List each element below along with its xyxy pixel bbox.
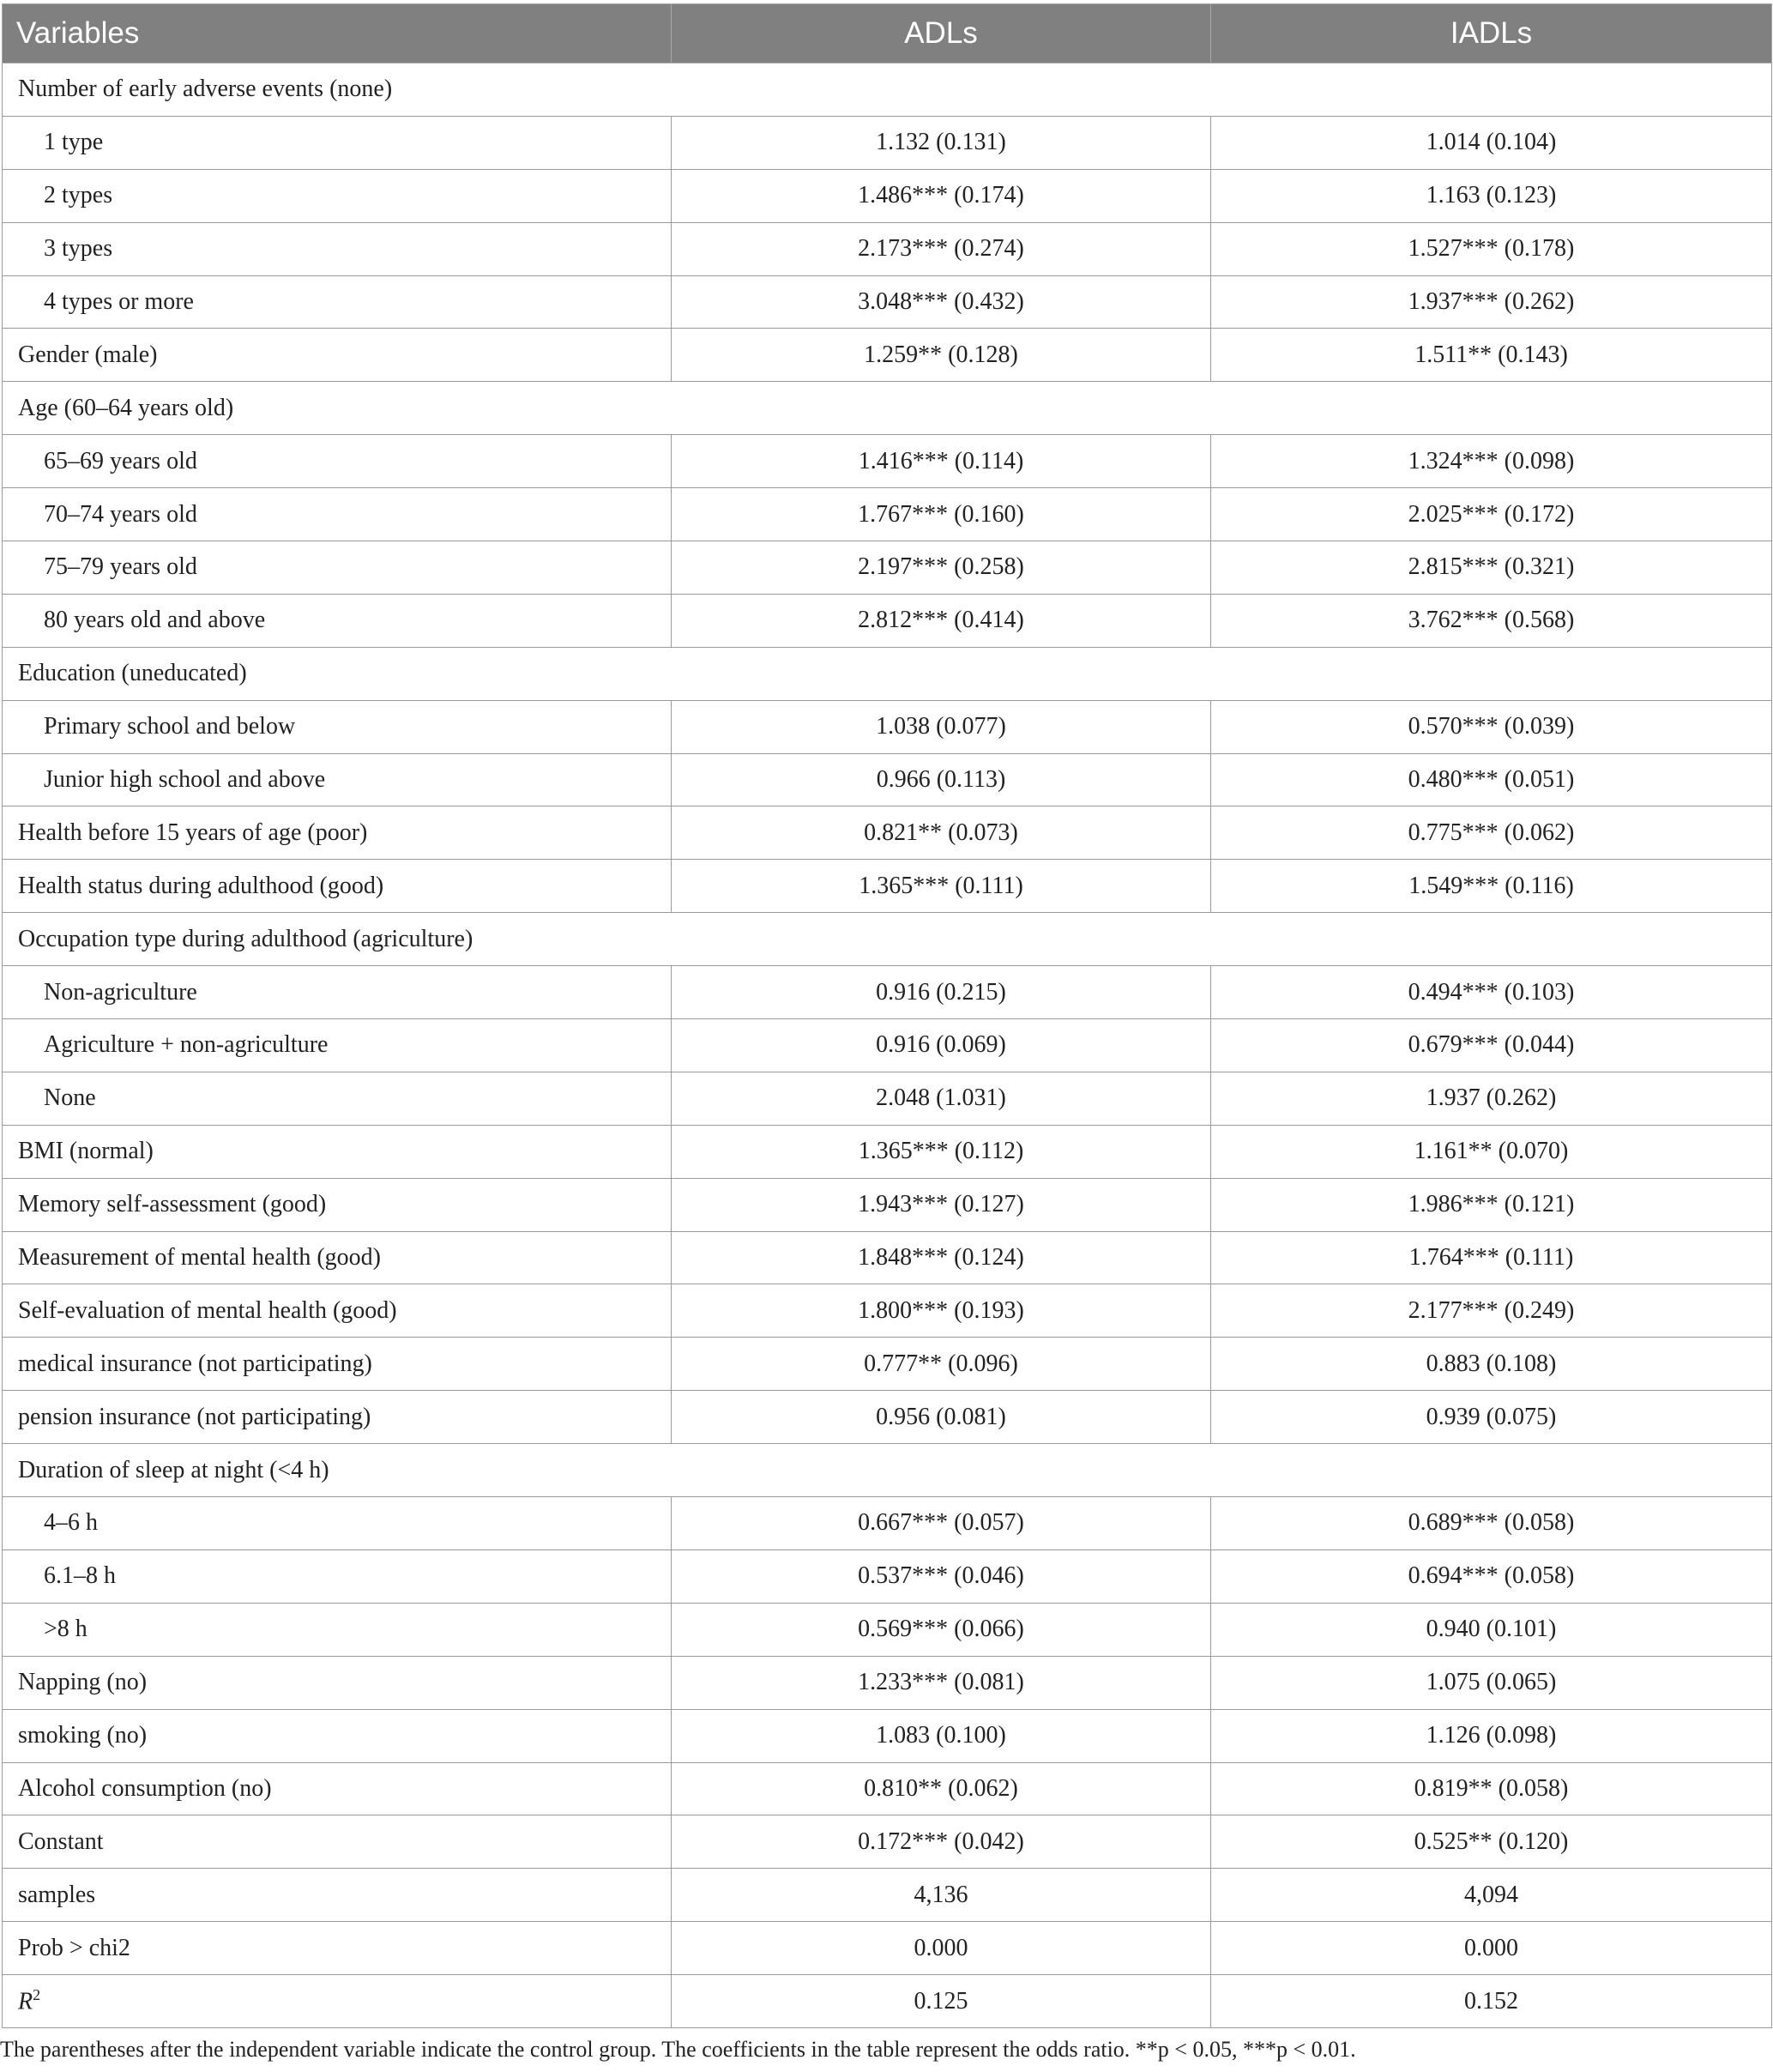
variable-label: smoking (no) xyxy=(3,1709,672,1762)
variable-label: Constant xyxy=(3,1815,672,1869)
iadl-value: 0.679*** (0.044) xyxy=(1211,1019,1772,1072)
iadl-value: 1.527*** (0.178) xyxy=(1211,222,1772,275)
iadl-value: 1.161** (0.070) xyxy=(1211,1125,1772,1178)
adl-value: 0.916 (0.215) xyxy=(672,966,1211,1019)
table-footnote: The parentheses after the independent variable indicate the control group. The coefficients in the table represent the odds ratio. **p < 0.05, ***p < 0.01. xyxy=(0,2037,1356,2062)
table-row xyxy=(3,753,1772,806)
iadl-value: 1.549*** (0.116) xyxy=(1211,860,1772,913)
table-row xyxy=(3,1231,1772,1284)
variable-label: Napping (no) xyxy=(3,1656,672,1709)
iadl-value: 0.775*** (0.062) xyxy=(1211,806,1772,860)
iadl-value: 1.986*** (0.121) xyxy=(1211,1178,1772,1231)
table-row xyxy=(3,806,1772,860)
table-row xyxy=(3,275,1772,329)
adl-value: 0.000 xyxy=(672,1922,1211,1975)
table-row xyxy=(3,1125,1772,1178)
adl-value: 1.848*** (0.124) xyxy=(672,1231,1211,1284)
variable-label: Gender (male) xyxy=(3,329,672,382)
variable-label: Agriculture + non-agriculture xyxy=(3,1019,672,1072)
variable-label: Self-evaluation of mental health (good) xyxy=(3,1284,672,1338)
variable-label: Age (60–64 years old) xyxy=(3,382,1772,435)
variable-label: 70–74 years old xyxy=(3,488,672,541)
table-group-row xyxy=(3,647,1772,700)
table-row xyxy=(3,1072,1772,1125)
superscript: 2 xyxy=(33,1986,41,2004)
table-group-row xyxy=(3,1444,1772,1497)
adl-value: 0.810** (0.062) xyxy=(672,1762,1211,1815)
adl-value: 0.125 xyxy=(672,1975,1211,2028)
table-row xyxy=(3,1762,1772,1815)
adl-value: 3.048*** (0.432) xyxy=(672,275,1211,329)
iadl-value: 1.163 (0.123) xyxy=(1211,169,1772,222)
iadl-value: 0.883 (0.108) xyxy=(1211,1338,1772,1391)
variable-label: BMI (normal) xyxy=(3,1125,672,1178)
variable-label: medical insurance (not participating) xyxy=(3,1338,672,1391)
variable-label: >8 h xyxy=(3,1603,672,1656)
table-row xyxy=(3,1284,1772,1338)
iadl-value: 0.152 xyxy=(1211,1975,1772,2028)
variable-label: Memory self-assessment (good) xyxy=(3,1178,672,1231)
table-row xyxy=(3,860,1772,913)
variable-label: 75–79 years old xyxy=(3,541,672,595)
adl-value: 0.777** (0.096) xyxy=(672,1338,1211,1391)
iadl-value: 0.694*** (0.058) xyxy=(1211,1549,1772,1603)
table-row xyxy=(3,1815,1772,1869)
table-row xyxy=(3,1549,1772,1603)
adl-value: 1.365*** (0.111) xyxy=(672,860,1211,913)
table-group-row xyxy=(3,382,1772,435)
iadl-value: 1.937*** (0.262) xyxy=(1211,275,1772,329)
adl-value: 1.800*** (0.193) xyxy=(672,1284,1211,1338)
adl-value: 4,136 xyxy=(672,1869,1211,1922)
adl-value: 2.048 (1.031) xyxy=(672,1072,1211,1125)
iadl-value: 0.570*** (0.039) xyxy=(1211,700,1772,753)
variable-label: Non-agriculture xyxy=(3,966,672,1019)
variable-label: 4–6 h xyxy=(3,1497,672,1550)
table-row xyxy=(3,966,1772,1019)
iadl-value: 2.177*** (0.249) xyxy=(1211,1284,1772,1338)
adl-value: 1.038 (0.077) xyxy=(672,700,1211,753)
variable-label: samples xyxy=(3,1869,672,1922)
variable-label: pension insurance (not participating) xyxy=(3,1391,672,1444)
iadl-value: 0.494*** (0.103) xyxy=(1211,966,1772,1019)
adl-value: 1.083 (0.100) xyxy=(672,1709,1211,1762)
iadl-value: 0.525** (0.120) xyxy=(1211,1815,1772,1869)
variable-label: Health before 15 years of age (poor) xyxy=(3,806,672,860)
adl-value: 0.569*** (0.066) xyxy=(672,1603,1211,1656)
table-row xyxy=(3,116,1772,169)
table-row xyxy=(3,1975,1772,2028)
table-row xyxy=(3,1709,1772,1762)
table-row xyxy=(3,329,1772,382)
variable-label: Prob > chi2 xyxy=(3,1922,672,1975)
adl-value: 0.667*** (0.057) xyxy=(672,1497,1211,1550)
iadl-value: 0.940 (0.101) xyxy=(1211,1603,1772,1656)
variable-label: Duration of sleep at night (<4 h) xyxy=(3,1444,1772,1497)
table-row xyxy=(3,541,1772,595)
adl-value: 2.197*** (0.258) xyxy=(672,541,1211,595)
variable-label: Education (uneducated) xyxy=(3,647,1772,700)
iadl-value: 1.511** (0.143) xyxy=(1211,329,1772,382)
variable-label: 65–69 years old xyxy=(3,435,672,488)
table-row xyxy=(3,222,1772,275)
adl-value: 1.259** (0.128) xyxy=(672,329,1211,382)
variable-label: Measurement of mental health (good) xyxy=(3,1231,672,1284)
iadl-value: 0.480*** (0.051) xyxy=(1211,753,1772,806)
table-row xyxy=(3,1656,1772,1709)
adl-value: 1.233*** (0.081) xyxy=(672,1656,1211,1709)
variable-label: Alcohol consumption (no) xyxy=(3,1762,672,1815)
iadl-value: 1.126 (0.098) xyxy=(1211,1709,1772,1762)
adl-value: 1.416*** (0.114) xyxy=(672,435,1211,488)
header-adls: ADLs xyxy=(672,4,1211,63)
iadl-value: 1.014 (0.104) xyxy=(1211,116,1772,169)
header-iadls: IADLs xyxy=(1211,4,1772,63)
variable-label: Health status during adulthood (good) xyxy=(3,860,672,913)
variable-label: Number of early adverse events (none) xyxy=(3,63,1772,117)
variable-label: 6.1–8 h xyxy=(3,1549,672,1603)
table-row xyxy=(3,1178,1772,1231)
table-row xyxy=(3,1338,1772,1391)
table-group-row xyxy=(3,913,1772,966)
adl-value: 1.767*** (0.160) xyxy=(672,488,1211,541)
iadl-value: 4,094 xyxy=(1211,1869,1772,1922)
variable-label: 2 types xyxy=(3,169,672,222)
table-row xyxy=(3,1391,1772,1444)
adl-value: 2.173*** (0.274) xyxy=(672,222,1211,275)
table-row xyxy=(3,435,1772,488)
variable-label: None xyxy=(3,1072,672,1125)
table-row xyxy=(3,1922,1772,1975)
variable-label: 3 types xyxy=(3,222,672,275)
table-row xyxy=(3,594,1772,647)
table-header-row xyxy=(3,4,1772,63)
iadl-value: 0.819** (0.058) xyxy=(1211,1762,1772,1815)
iadl-value: 1.075 (0.065) xyxy=(1211,1656,1772,1709)
table-group-row xyxy=(3,63,1772,117)
table-row xyxy=(3,1019,1772,1072)
header-variables: Variables xyxy=(3,4,672,63)
adl-value: 0.537*** (0.046) xyxy=(672,1549,1211,1603)
variable-label: 4 types or more xyxy=(3,275,672,329)
iadl-value: 3.762*** (0.568) xyxy=(1211,594,1772,647)
iadl-value: 0.939 (0.075) xyxy=(1211,1391,1772,1444)
iadl-value: 2.025*** (0.172) xyxy=(1211,488,1772,541)
adl-value: 0.821** (0.073) xyxy=(672,806,1211,860)
variable-label: Junior high school and above xyxy=(3,753,672,806)
table-row xyxy=(3,1603,1772,1656)
variable-label: Occupation type during adulthood (agriculture) xyxy=(3,913,1772,966)
table-row xyxy=(3,700,1772,753)
table-row xyxy=(3,488,1772,541)
iadl-value: 1.937 (0.262) xyxy=(1211,1072,1772,1125)
adl-value: 0.966 (0.113) xyxy=(672,753,1211,806)
table-row xyxy=(3,169,1772,222)
variable-label: Primary school and below xyxy=(3,700,672,753)
adl-value: 2.812*** (0.414) xyxy=(672,594,1211,647)
adl-value: 0.956 (0.081) xyxy=(672,1391,1211,1444)
variable-label: 1 type xyxy=(3,116,672,169)
iadl-value: 0.689*** (0.058) xyxy=(1211,1497,1772,1550)
iadl-value: 2.815*** (0.321) xyxy=(1211,541,1772,595)
variable-label: $R^2$ xyxy=(3,1975,672,2028)
adl-value: 1.365*** (0.112) xyxy=(672,1125,1211,1178)
adl-value: 0.916 (0.069) xyxy=(672,1019,1211,1072)
adl-value: 0.172*** (0.042) xyxy=(672,1815,1211,1869)
adl-value: 1.486*** (0.174) xyxy=(672,169,1211,222)
iadl-value: 0.000 xyxy=(1211,1922,1772,1975)
adl-value: 1.943*** (0.127) xyxy=(672,1178,1211,1231)
iadl-value: 1.764*** (0.111) xyxy=(1211,1231,1772,1284)
odds-ratio-table xyxy=(2,3,1772,2028)
table-body xyxy=(3,63,1772,2028)
table-row xyxy=(3,1869,1772,1922)
table-row xyxy=(3,1497,1772,1550)
iadl-value: 1.324*** (0.098) xyxy=(1211,435,1772,488)
variable-label: 80 years old and above xyxy=(3,594,672,647)
adl-value: 1.132 (0.131) xyxy=(672,116,1211,169)
